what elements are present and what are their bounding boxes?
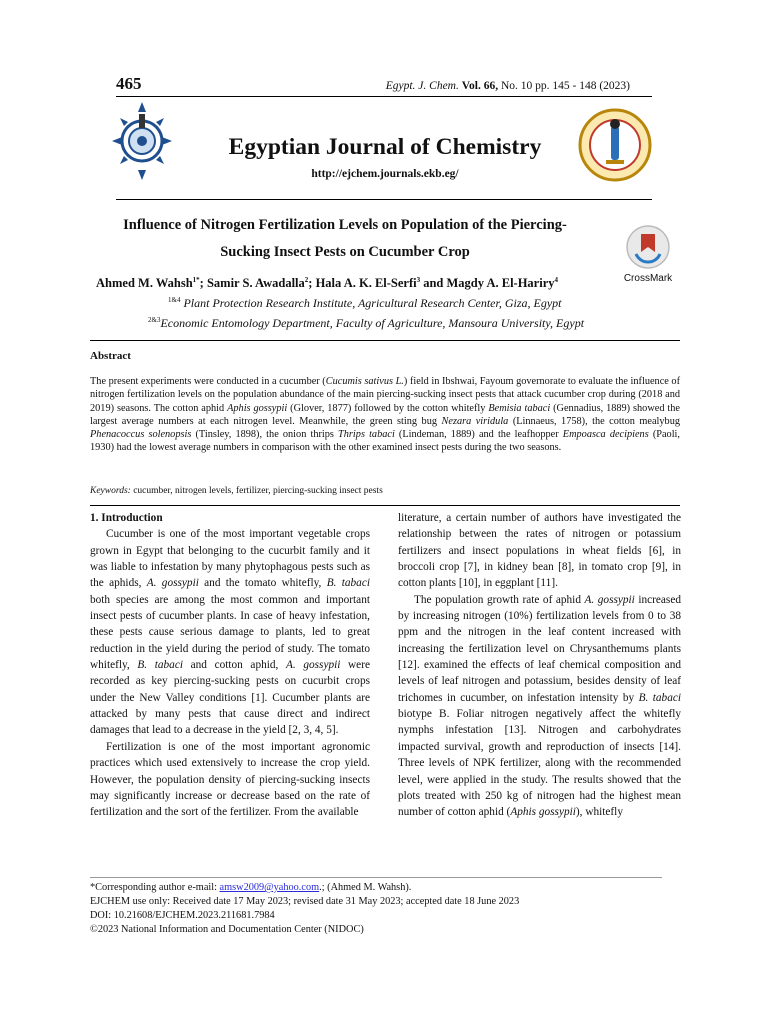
body-text: increased by increasing nitrogen (10%) fertilization levels from 0 to 38 ppm and the nitrogen in the leaf content increased with increasing the fertilization level on Chrysanthemums plants [12]. examined the effects of leaf chemical composition and levels of leaf nitrogen and potassium, besides density of leaf trichomes in cucumber, on infestation intensity by [398,593,681,704]
species-name: Aphis gossypii [510,806,576,819]
keywords-label: Keywords: [90,486,131,496]
corresponding-email-link[interactable]: amsw2009@yahoo.com [219,882,320,893]
author-3-sup: 3 [416,276,421,284]
footnote-rule [90,877,662,878]
journal-title: Egyptian Journal of Chemistry [228,134,542,160]
abstract-text: The present experiments were conducted in a cucumber ( [90,376,326,387]
species-name: A. gossypii [286,659,341,672]
body-text: ), whitefly [575,806,623,819]
footnote-text: *Corresponding author e-mail: [90,882,220,893]
intro-paragraph-3: literature, a certain number of authors have investigated the relationship between the rates of nitrogen or potassium fertilizers and insect populations in wheat fields [6], in broccoli crop [7], in kidney bean [8], in tomato crop [9], in cotton plants [10], in eggplant [11]. [398,512,681,590]
abstract-text: (Gennadius, 1889) showed the largest average numbers at each nitrogen level. Meanwhile, the green sting bug [90,402,680,427]
author-1: Ahmed M. Wahsh [96,276,193,291]
paper-title [100,212,590,266]
body-text: Cucumber is one of the most important vegetable crops grown in Egypt that belonging to the cucurbit family and it was liable to infestation by many phytophagous pests such as the aphids, [90,528,370,590]
section-heading: 1. Introduction [90,512,163,524]
header-rule [116,96,652,97]
body-text: were recorded as key piercing-sucking pests on cucurbit crops under the New Valley conditions [1]. Cucumber plants are attacked by many pests that cause direct and indirect damages that lead to a decrease in the yield [2, 3, 4, 5]. [90,659,370,737]
author-4-sup: 4 [554,276,558,284]
journal-volume: Vol. 66, [461,80,499,92]
masthead-rule [116,199,652,200]
abstract-heading: Abstract [90,350,131,362]
crossmark-label: CrossMark [623,273,673,284]
abstract-text: (Lindeman, 1889) and the leafhopper [394,429,563,441]
affiliation-1-sup: 1&4 [168,296,181,304]
species-name: B. tabaci [638,691,681,704]
footnote-text: .; (Ahmed M. Wahsh). [319,882,412,893]
species-name: Phenacoccus solenopsis [90,429,192,441]
intro-paragraph-1 [90,526,370,738]
intro-paragraph-2: Fertilization is one of the most important agronomic practices which used extensively to increase the crop yield. However, the population density of piercing-sucking insects may significantly increase or decrease based on the rate of fertilization and the sort of the fertilizer. From the available [90,740,370,819]
species-name: Cucumis sativus L. [325,376,404,387]
body-text: and cotton aphid, [182,659,286,672]
body-text: biotype B. Foliar nitrogen negatively affect the whitefly nymphs infestation [13]. Nitrogen and carbohydrates impacted survival, growth and reproduction of insects [14]. Three levels of NPK fertilizer, along with the recommended level, were applied in the study. The results showed that the plots treated with 250 kg of nitrogen had the highest mean number of cotton aphid ( [398,708,681,819]
species-name: A. gossypii [584,593,635,606]
abstract-text: (Paoli, 1930) had the lowest average numbers in comparison with the other examined insect pests during the two seasons. [90,429,680,454]
intro-paragraph-4 [398,592,681,821]
abstract-text: (Tinsley, 1898), the onion thrips [191,429,339,441]
species-name: B. tabaci [137,659,183,672]
affiliation-1 [168,296,562,311]
species-name: B. tabaci [326,577,370,590]
species-name: Empoasca decipiens [562,429,649,441]
abstract-text: ) field in Ibshwai, Fayoum governorate to evaluate the influence of nitrogen fertilization levels on the population abundance of the main piercing-sucking insect pests that attack cucumber crop during (2018 and 2019) seasons. The cotton aphid [90,376,681,414]
keywords-text: cucumber, nitrogen levels, fertilizer, piercing-sucking insect pests [130,486,383,496]
keywords [90,486,383,496]
abstract-text: (Linnaeus, 1758), the cotton mealybug [508,415,681,427]
species-name: Thrips tabaci [338,429,395,441]
body-text: The population growth rate of aphid [414,593,585,606]
keywords-rule [90,505,680,506]
affiliation-rule [90,340,680,341]
journal-abbrev: Egypt. J. Chem. [385,80,459,92]
affiliation-2 [148,316,584,331]
affiliation-2-sup: 2&3 [148,316,161,324]
footnote [90,881,519,937]
journal-reference [386,80,630,92]
author-1-sup: 1* [192,276,200,284]
affiliation-1-text: Plant Protection Research Institute, Agricultural Research Center, Giza, Egypt [180,296,562,310]
received-dates: EJCHEM use only: Received date 17 May 2023; revised date 31 May 2023; accepted date 18 June 2023 [90,896,520,908]
doi: DOI: 10.21608/EJCHEM.2023.211681.7984 [90,910,275,922]
copyright: ©2023 National Information and Documentation Center (NIDOC) [90,924,364,936]
crossmark-icon [622,224,674,270]
species-name: Bemisia tabaci [488,402,551,414]
author-list [96,276,558,291]
author-4: and Magdy A. El-Hariry [420,276,555,291]
author-2-sup: 2 [304,276,309,284]
species-name: A. gossypii [146,577,199,590]
page-number: 465 [116,74,142,93]
affiliation-2-text: Economic Entomology Department, Faculty of Agriculture, Mansoura University, Egypt [160,316,585,330]
journal-url[interactable]: http://ejchem.journals.ekb.eg/ [311,168,459,180]
author-2: ; Samir S. Awadalla [199,276,305,291]
body-text: and the tomato whitefly, [198,577,327,590]
journal-issue-pages: No. 10 pp. 145 - 148 (2023) [500,80,630,92]
intro-column-right [398,510,681,821]
society-seal-icon [578,108,652,182]
paper-title-line2: Sucking Insect Pests on Cucumber Crop [220,244,470,260]
corresponding-author [90,881,519,895]
species-name: Aphis gossypii [227,402,288,414]
author-3: ; Hala A. K. El-Serfi [308,276,417,291]
intro-column-left [90,510,370,821]
abstract-text: (Glover, 1877) followed by the cotton whitefly [287,402,489,414]
abstract-body [90,375,680,455]
species-name: Nezara viridula [441,415,509,427]
crossmark-badge[interactable] [622,224,674,284]
paper-title-line1: Influence of Nitrogen Fertilization Levels on Population of the Piercing- [123,217,567,233]
body-text: both species are among the most common and important insect pests of cucumber plants. In case of heavy infestation, these pests cause serious damage to plants, led to great reduction in the yield during the period of study. The tomato whitefly, [90,593,370,672]
